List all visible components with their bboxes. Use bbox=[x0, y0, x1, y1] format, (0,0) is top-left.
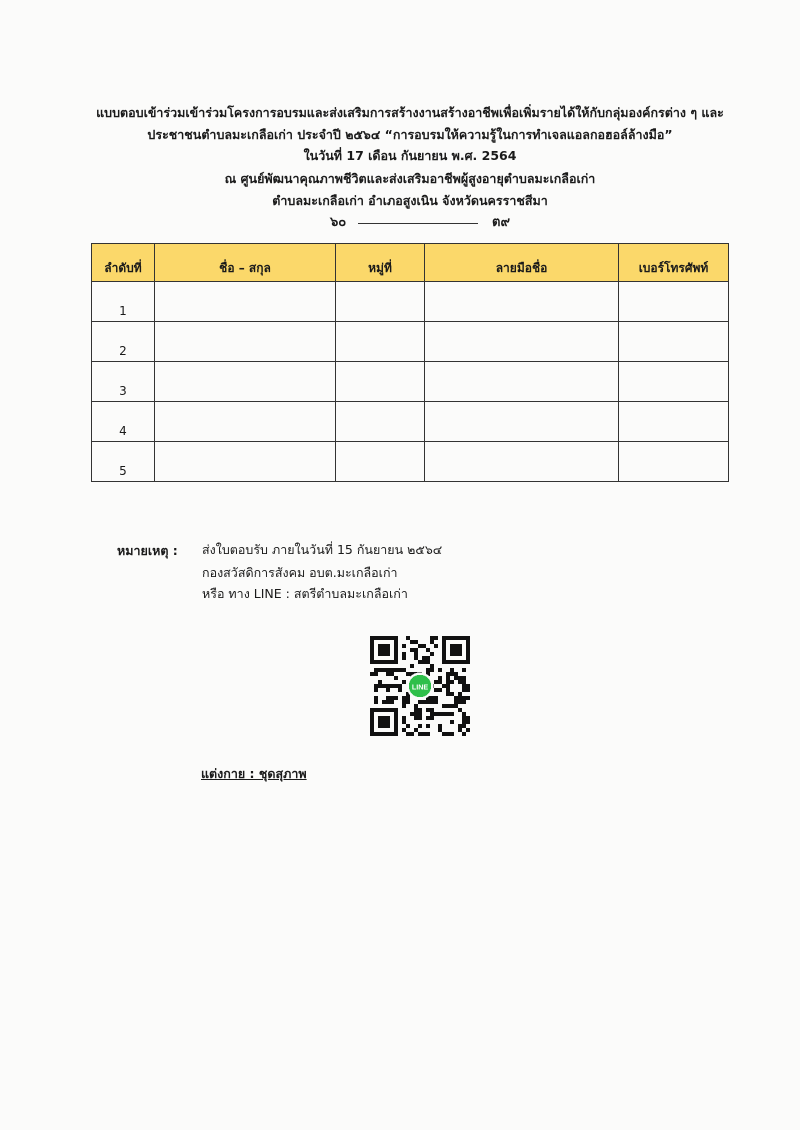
header-village: หมู่ที่ bbox=[336, 244, 425, 282]
title-line-2: ประชาชนตำบลมะเกลือเก่า ประจำปี ๒๕๖๔ “การอบรมให้ความรู้ในการทำเจลแอลกอฮอล์ล้างมือ” bbox=[147, 127, 673, 142]
registration-table bbox=[91, 243, 729, 482]
table-row bbox=[92, 322, 729, 362]
note-line-contact: หรือ ทาง LINE : สตรีตำบลมะเกลือเก่า bbox=[202, 586, 408, 601]
phone-cell[interactable] bbox=[619, 362, 729, 402]
header-phone: เบอร์โทรศัพท์ bbox=[619, 244, 729, 282]
header-signature: ลายมือชื่อ bbox=[425, 244, 619, 282]
name-cell[interactable] bbox=[155, 322, 336, 362]
signature-cell[interactable] bbox=[425, 402, 619, 442]
note-label: หมายเหตุ : bbox=[117, 543, 178, 558]
table-row bbox=[92, 402, 729, 442]
table-row bbox=[92, 442, 729, 482]
line-qr-code-icon[interactable] bbox=[370, 636, 470, 736]
row-number: 4 bbox=[92, 402, 155, 442]
signature-cell[interactable] bbox=[425, 282, 619, 322]
name-cell[interactable] bbox=[155, 282, 336, 322]
venue-line: ณ ศูนย์พัฒนาคุณภาพชีวิตและส่งเสริมอาชีพผู้สูงอายุตำบลมะเกลือเก่า bbox=[224, 171, 596, 186]
table-row bbox=[92, 362, 729, 402]
phone-cell[interactable] bbox=[619, 282, 729, 322]
table-header-row bbox=[92, 244, 729, 282]
name-cell[interactable] bbox=[155, 442, 336, 482]
range-start: ๖๐ bbox=[330, 215, 347, 230]
village-cell[interactable] bbox=[336, 402, 425, 442]
row-number: 1 bbox=[92, 282, 155, 322]
note-deadline: ส่งใบตอบรับ ภายในวันที่ 15 กันยายน ๒๕๖๔ bbox=[202, 542, 443, 557]
header-order: ลำดับที่ bbox=[92, 244, 155, 282]
village-cell[interactable] bbox=[336, 322, 425, 362]
range-end: ต๙ bbox=[492, 215, 510, 230]
signature-cell[interactable] bbox=[425, 322, 619, 362]
name-cell[interactable] bbox=[155, 362, 336, 402]
row-number: 2 bbox=[92, 322, 155, 362]
name-cell[interactable] bbox=[155, 402, 336, 442]
table-row bbox=[92, 282, 729, 322]
range-dash-line bbox=[358, 223, 478, 224]
signature-cell[interactable] bbox=[425, 362, 619, 402]
phone-cell[interactable] bbox=[619, 402, 729, 442]
line-badge-text: LINE bbox=[411, 682, 429, 692]
row-number: 5 bbox=[92, 442, 155, 482]
note-department: กองสวัสดิการสังคม อบต.มะเกลือเก่า bbox=[202, 565, 398, 580]
row-number: 3 bbox=[92, 362, 155, 402]
dress-code: แต่งกาย : ชุดสุภาพ bbox=[201, 766, 307, 781]
header-name: ชื่อ – สกุล bbox=[155, 244, 336, 282]
phone-cell[interactable] bbox=[619, 322, 729, 362]
number-range bbox=[300, 211, 520, 231]
title-line-1: แบบตอบเข้าร่วมเข้าร่วมโครงการอบรมและส่งเสริมการสร้างงานสร้างอาชีพเพื่อเพิ่มรายได้ให้กับกลุ่มองค์กรต่าง ๆ และ bbox=[96, 105, 724, 120]
location-line: ตำบลมะเกลือเก่า อำเภอสูงเนิน จังหวัดนครราชสีมา bbox=[272, 193, 548, 208]
village-cell[interactable] bbox=[336, 362, 425, 402]
village-cell[interactable] bbox=[336, 442, 425, 482]
event-date: ในวันที่ 17 เดือน กันยายน พ.ศ. 2564 bbox=[303, 148, 517, 163]
signature-cell[interactable] bbox=[425, 442, 619, 482]
village-cell[interactable] bbox=[336, 282, 425, 322]
phone-cell[interactable] bbox=[619, 442, 729, 482]
